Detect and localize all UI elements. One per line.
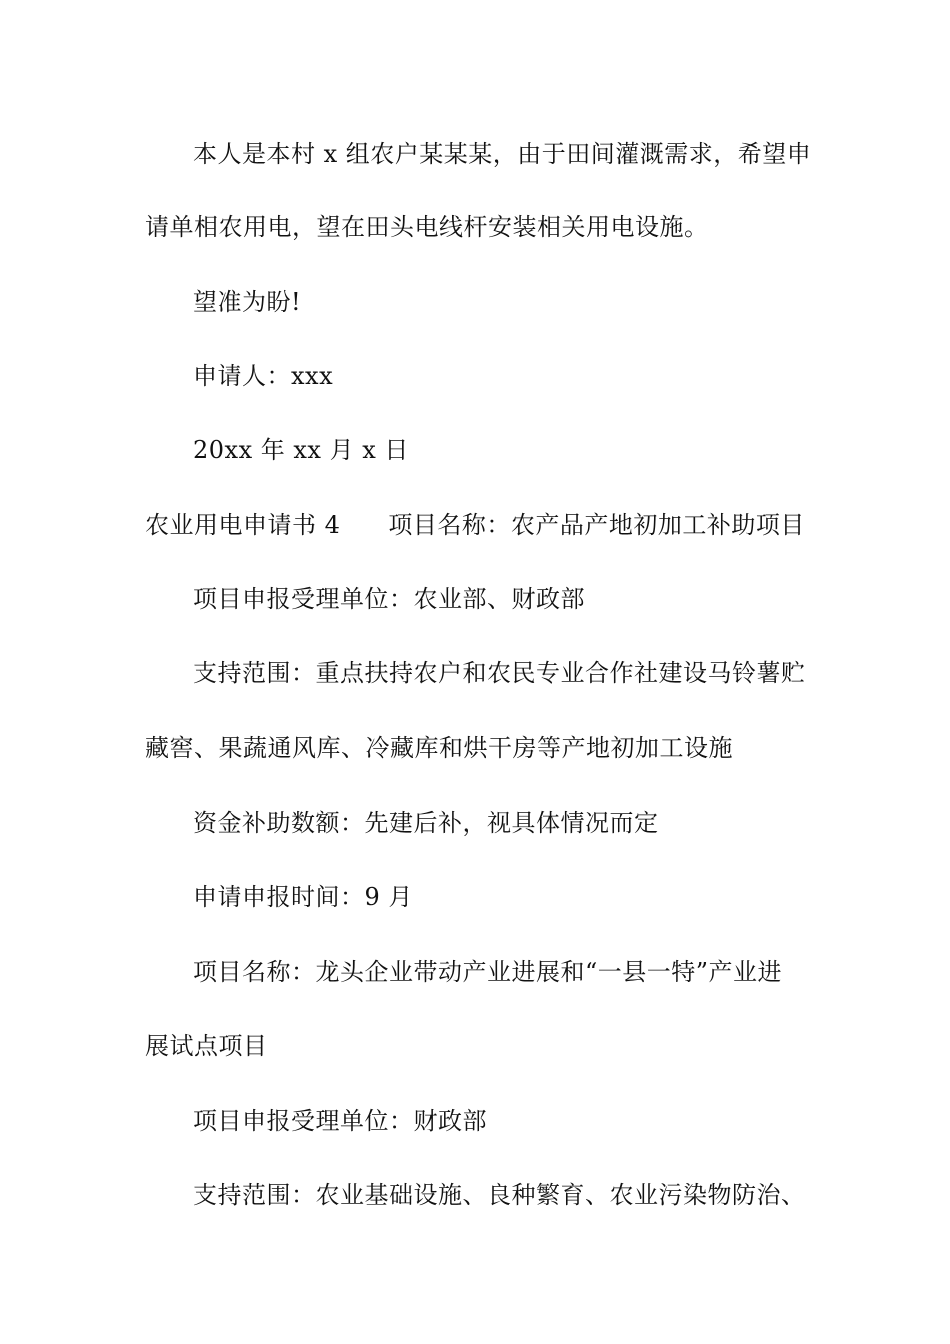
applicant-line: 申请人：xxx (193, 362, 334, 390)
paragraph-line: 支持范围：农业基础设施、良种繁育、农业污染物防治、 (193, 1181, 806, 1209)
date-line: 20xx 年 xx 月 x 日 (193, 436, 409, 464)
closing-line: 望准为盼! (193, 288, 302, 316)
paragraph-line: 支持范围：重点扶持农户和农民专业合作社建设马铃薯贮 (193, 659, 806, 687)
paragraph-line: 展试点项目 (145, 1032, 268, 1060)
paragraph-line: 请单相农用电，望在田头电线杆安装相关用电设施。 (145, 213, 709, 241)
paragraph-line: 藏窖、果蔬通风库、冷藏库和烘干房等产地初加工设施 (145, 734, 733, 762)
paragraph-line: 项目申报受理单位：农业部、财政部 (193, 585, 585, 613)
paragraph-line: 申请申报时间：9 月 (193, 883, 413, 911)
paragraph-line: 本人是本村 x 组农户某某某，由于田间灌溉需求，希望申 (193, 140, 812, 168)
section-heading: 农业用电申请书 4 (145, 511, 341, 539)
section-heading-line (145, 510, 805, 540)
paragraph-line: 项目申报受理单位：财政部 (193, 1107, 487, 1135)
project-name: 项目名称：农产品产地初加工补助项目 (388, 511, 805, 539)
paragraph-line: 资金补助数额：先建后补，视具体情况而定 (193, 809, 659, 837)
paragraph-line: 项目名称：龙头企业带动产业进展和“一县一特”产业进 (193, 958, 783, 986)
